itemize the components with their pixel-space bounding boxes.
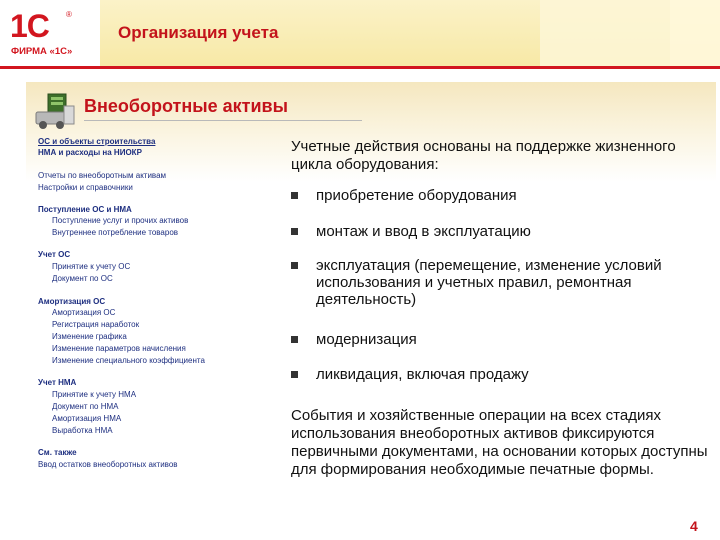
- bullet-text: ликвидация, включая продажу: [316, 366, 529, 383]
- menu-item[interactable]: Принятие к учету НМА: [52, 390, 137, 399]
- logo-mark: 1С: [10, 8, 49, 44]
- menu-item[interactable]: Амортизация ОС: [52, 308, 116, 317]
- bullet-square-icon: [291, 228, 298, 235]
- menu-item[interactable]: Амортизация НМА: [52, 414, 122, 423]
- bullet-square-icon: [291, 192, 298, 199]
- bullet-text: эксплуатация (перемещение, изменение условий использования и учетных правил, ремонтная деятельность): [316, 257, 662, 308]
- menu-item[interactable]: Изменение графика: [52, 332, 127, 341]
- section-divider: [84, 120, 362, 121]
- bullet-text: приобретение оборудования: [316, 187, 517, 204]
- menu-item[interactable]: Регистрация наработок: [52, 320, 140, 329]
- menu-item[interactable]: ОС и объекты строительства: [38, 137, 156, 146]
- menu-group-heading: Учет НМА: [38, 378, 77, 387]
- menu-item[interactable]: Изменение параметров начисления: [52, 344, 186, 353]
- section-title: Внеоборотные активы: [84, 96, 288, 116]
- page-number: 4: [690, 518, 698, 534]
- menu-item[interactable]: Поступление услуг и прочих активов: [52, 216, 189, 225]
- menu-item[interactable]: Настройки и справочники: [38, 183, 133, 192]
- menu-item[interactable]: Отчеты по внеоборотным активам: [38, 171, 167, 180]
- menu-item[interactable]: Внутреннее потребление товаров: [52, 228, 179, 237]
- logo-registered-mark: ®: [66, 10, 72, 19]
- intro-text: Учетные действия основаны на поддержке жизненного цикла оборудования:: [291, 138, 676, 173]
- menu-group-heading: См. также: [38, 448, 77, 457]
- menu-group-heading: Амортизация ОС: [38, 297, 106, 306]
- menu-item[interactable]: Принятие к учету ОС: [52, 262, 131, 271]
- bullet-text: монтаж и ввод в эксплуатацию: [316, 223, 531, 240]
- header-decoration: [540, 0, 670, 66]
- header-decoration: [670, 0, 720, 66]
- logo: [10, 8, 90, 62]
- menu-group-heading: Поступление ОС и НМА: [38, 205, 132, 214]
- menu-item[interactable]: Документ по ОС: [52, 274, 113, 283]
- menu-item[interactable]: Ввод остатков внеоборотных активов: [38, 460, 178, 469]
- bullet-square-icon: [291, 371, 298, 378]
- menu-item[interactable]: Выработка НМА: [52, 426, 113, 435]
- bullet-square-icon: [291, 262, 298, 269]
- menu-item[interactable]: Изменение специального коэффициента: [52, 356, 205, 365]
- menu-item[interactable]: НМА и расходы на НИОКР: [38, 148, 142, 157]
- bullet-square-icon: [291, 336, 298, 343]
- menu-group-heading: Учет ОС: [38, 250, 71, 259]
- menu-item[interactable]: Документ по НМА: [52, 402, 119, 411]
- logo-subtitle: ФИРМА «1С»: [11, 46, 73, 57]
- slide-title: Организация учета: [118, 23, 279, 42]
- header-divider: [0, 66, 720, 69]
- header: [0, 0, 720, 66]
- bullet-text: модернизация: [316, 331, 417, 348]
- outro-text: События и хозяйственные операции на всех стадиях использования внеоборотных активов фиксируются первичными документами, на основании которых доступны для формирования необходимые печатные формы.: [291, 407, 708, 478]
- assets-icon: [34, 92, 76, 130]
